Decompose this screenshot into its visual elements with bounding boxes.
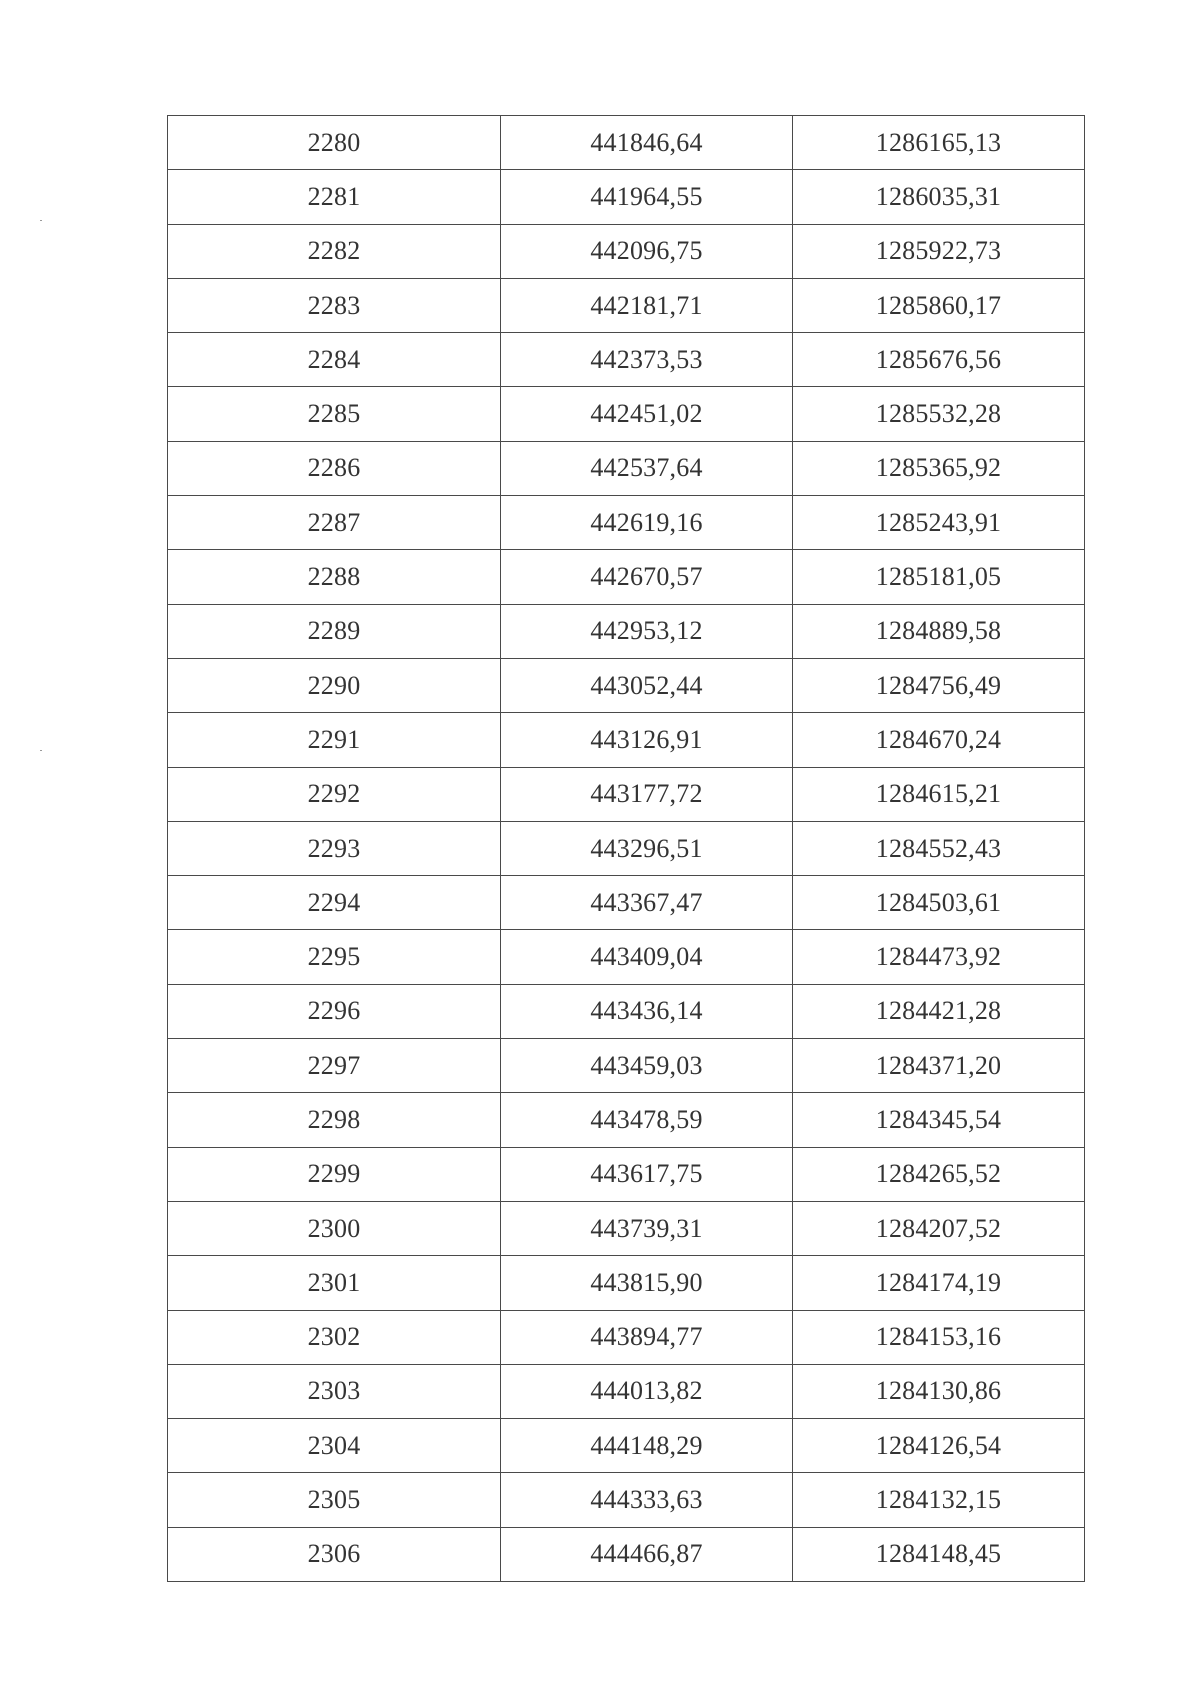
y-coordinate-cell: 1284132,15 xyxy=(793,1473,1085,1527)
x-coordinate-cell: 443739,31 xyxy=(501,1201,793,1255)
x-coordinate-cell: 444148,29 xyxy=(501,1419,793,1473)
x-coordinate-cell: 443459,03 xyxy=(501,1039,793,1093)
y-coordinate-cell: 1285365,92 xyxy=(793,441,1085,495)
point-number-cell: 2291 xyxy=(168,713,501,767)
coordinates-table-body xyxy=(168,116,1085,1582)
x-coordinate-cell: 441964,55 xyxy=(501,170,793,224)
point-number-cell: 2288 xyxy=(168,550,501,604)
x-coordinate-cell: 442181,71 xyxy=(501,278,793,332)
point-number-cell: 2282 xyxy=(168,224,501,278)
table-row xyxy=(168,1256,1085,1310)
x-coordinate-cell: 442373,53 xyxy=(501,333,793,387)
table-row xyxy=(168,604,1085,658)
y-coordinate-cell: 1284265,52 xyxy=(793,1147,1085,1201)
table-row xyxy=(168,1147,1085,1201)
table-row xyxy=(168,767,1085,821)
table-row xyxy=(168,387,1085,441)
y-coordinate-cell: 1284148,45 xyxy=(793,1527,1085,1581)
point-number-cell: 2300 xyxy=(168,1201,501,1255)
table-row xyxy=(168,984,1085,1038)
point-number-cell: 2289 xyxy=(168,604,501,658)
y-coordinate-cell: 1284552,43 xyxy=(793,821,1085,875)
x-coordinate-cell: 441846,64 xyxy=(501,116,793,170)
y-coordinate-cell: 1284670,24 xyxy=(793,713,1085,767)
table-row xyxy=(168,116,1085,170)
x-coordinate-cell: 442670,57 xyxy=(501,550,793,604)
x-coordinate-cell: 444013,82 xyxy=(501,1364,793,1418)
y-coordinate-cell: 1284421,28 xyxy=(793,984,1085,1038)
x-coordinate-cell: 443126,91 xyxy=(501,713,793,767)
table-row xyxy=(168,1527,1085,1581)
x-coordinate-cell: 443815,90 xyxy=(501,1256,793,1310)
point-number-cell: 2302 xyxy=(168,1310,501,1364)
y-coordinate-cell: 1284345,54 xyxy=(793,1093,1085,1147)
y-coordinate-cell: 1284130,86 xyxy=(793,1364,1085,1418)
x-coordinate-cell: 443409,04 xyxy=(501,930,793,984)
y-coordinate-cell: 1285532,28 xyxy=(793,387,1085,441)
x-coordinate-cell: 442451,02 xyxy=(501,387,793,441)
table-row xyxy=(168,713,1085,767)
y-coordinate-cell: 1284207,52 xyxy=(793,1201,1085,1255)
y-coordinate-cell: 1284615,21 xyxy=(793,767,1085,821)
y-coordinate-cell: 1284756,49 xyxy=(793,658,1085,712)
y-coordinate-cell: 1284174,19 xyxy=(793,1256,1085,1310)
x-coordinate-cell: 442619,16 xyxy=(501,496,793,550)
x-coordinate-cell: 443617,75 xyxy=(501,1147,793,1201)
y-coordinate-cell: 1284503,61 xyxy=(793,876,1085,930)
y-coordinate-cell: 1284126,54 xyxy=(793,1419,1085,1473)
y-coordinate-cell: 1285860,17 xyxy=(793,278,1085,332)
table-row xyxy=(168,930,1085,984)
point-number-cell: 2305 xyxy=(168,1473,501,1527)
table-row xyxy=(168,658,1085,712)
x-coordinate-cell: 443296,51 xyxy=(501,821,793,875)
x-coordinate-cell: 444333,63 xyxy=(501,1473,793,1527)
x-coordinate-cell: 443177,72 xyxy=(501,767,793,821)
table-row xyxy=(168,550,1085,604)
scan-speck xyxy=(40,220,42,221)
point-number-cell: 2296 xyxy=(168,984,501,1038)
point-number-cell: 2293 xyxy=(168,821,501,875)
table-row xyxy=(168,821,1085,875)
y-coordinate-cell: 1284371,20 xyxy=(793,1039,1085,1093)
point-number-cell: 2280 xyxy=(168,116,501,170)
table-row xyxy=(168,1201,1085,1255)
table-row xyxy=(168,876,1085,930)
table-row xyxy=(168,441,1085,495)
y-coordinate-cell: 1285922,73 xyxy=(793,224,1085,278)
point-number-cell: 2294 xyxy=(168,876,501,930)
y-coordinate-cell: 1284153,16 xyxy=(793,1310,1085,1364)
x-coordinate-cell: 442096,75 xyxy=(501,224,793,278)
point-number-cell: 2299 xyxy=(168,1147,501,1201)
point-number-cell: 2286 xyxy=(168,441,501,495)
table-row xyxy=(168,333,1085,387)
point-number-cell: 2287 xyxy=(168,496,501,550)
table-row xyxy=(168,496,1085,550)
x-coordinate-cell: 443894,77 xyxy=(501,1310,793,1364)
point-number-cell: 2297 xyxy=(168,1039,501,1093)
x-coordinate-cell: 443478,59 xyxy=(501,1093,793,1147)
y-coordinate-cell: 1284889,58 xyxy=(793,604,1085,658)
x-coordinate-cell: 442953,12 xyxy=(501,604,793,658)
point-number-cell: 2303 xyxy=(168,1364,501,1418)
point-number-cell: 2283 xyxy=(168,278,501,332)
x-coordinate-cell: 442537,64 xyxy=(501,441,793,495)
x-coordinate-cell: 443436,14 xyxy=(501,984,793,1038)
table-row xyxy=(168,170,1085,224)
coordinates-table xyxy=(167,115,1085,1582)
y-coordinate-cell: 1286165,13 xyxy=(793,116,1085,170)
point-number-cell: 2292 xyxy=(168,767,501,821)
point-number-cell: 2290 xyxy=(168,658,501,712)
table-row xyxy=(168,1473,1085,1527)
x-coordinate-cell: 443052,44 xyxy=(501,658,793,712)
point-number-cell: 2298 xyxy=(168,1093,501,1147)
point-number-cell: 2301 xyxy=(168,1256,501,1310)
table-row xyxy=(168,1419,1085,1473)
table-row xyxy=(168,1364,1085,1418)
y-coordinate-cell: 1286035,31 xyxy=(793,170,1085,224)
y-coordinate-cell: 1285243,91 xyxy=(793,496,1085,550)
point-number-cell: 2281 xyxy=(168,170,501,224)
table-row xyxy=(168,1039,1085,1093)
y-coordinate-cell: 1285676,56 xyxy=(793,333,1085,387)
x-coordinate-cell: 444466,87 xyxy=(501,1527,793,1581)
scan-speck xyxy=(40,750,42,751)
y-coordinate-cell: 1285181,05 xyxy=(793,550,1085,604)
y-coordinate-cell: 1284473,92 xyxy=(793,930,1085,984)
point-number-cell: 2285 xyxy=(168,387,501,441)
table-row xyxy=(168,278,1085,332)
table-row xyxy=(168,1310,1085,1364)
table-row xyxy=(168,1093,1085,1147)
point-number-cell: 2306 xyxy=(168,1527,501,1581)
point-number-cell: 2284 xyxy=(168,333,501,387)
x-coordinate-cell: 443367,47 xyxy=(501,876,793,930)
point-number-cell: 2295 xyxy=(168,930,501,984)
point-number-cell: 2304 xyxy=(168,1419,501,1473)
table-row xyxy=(168,224,1085,278)
